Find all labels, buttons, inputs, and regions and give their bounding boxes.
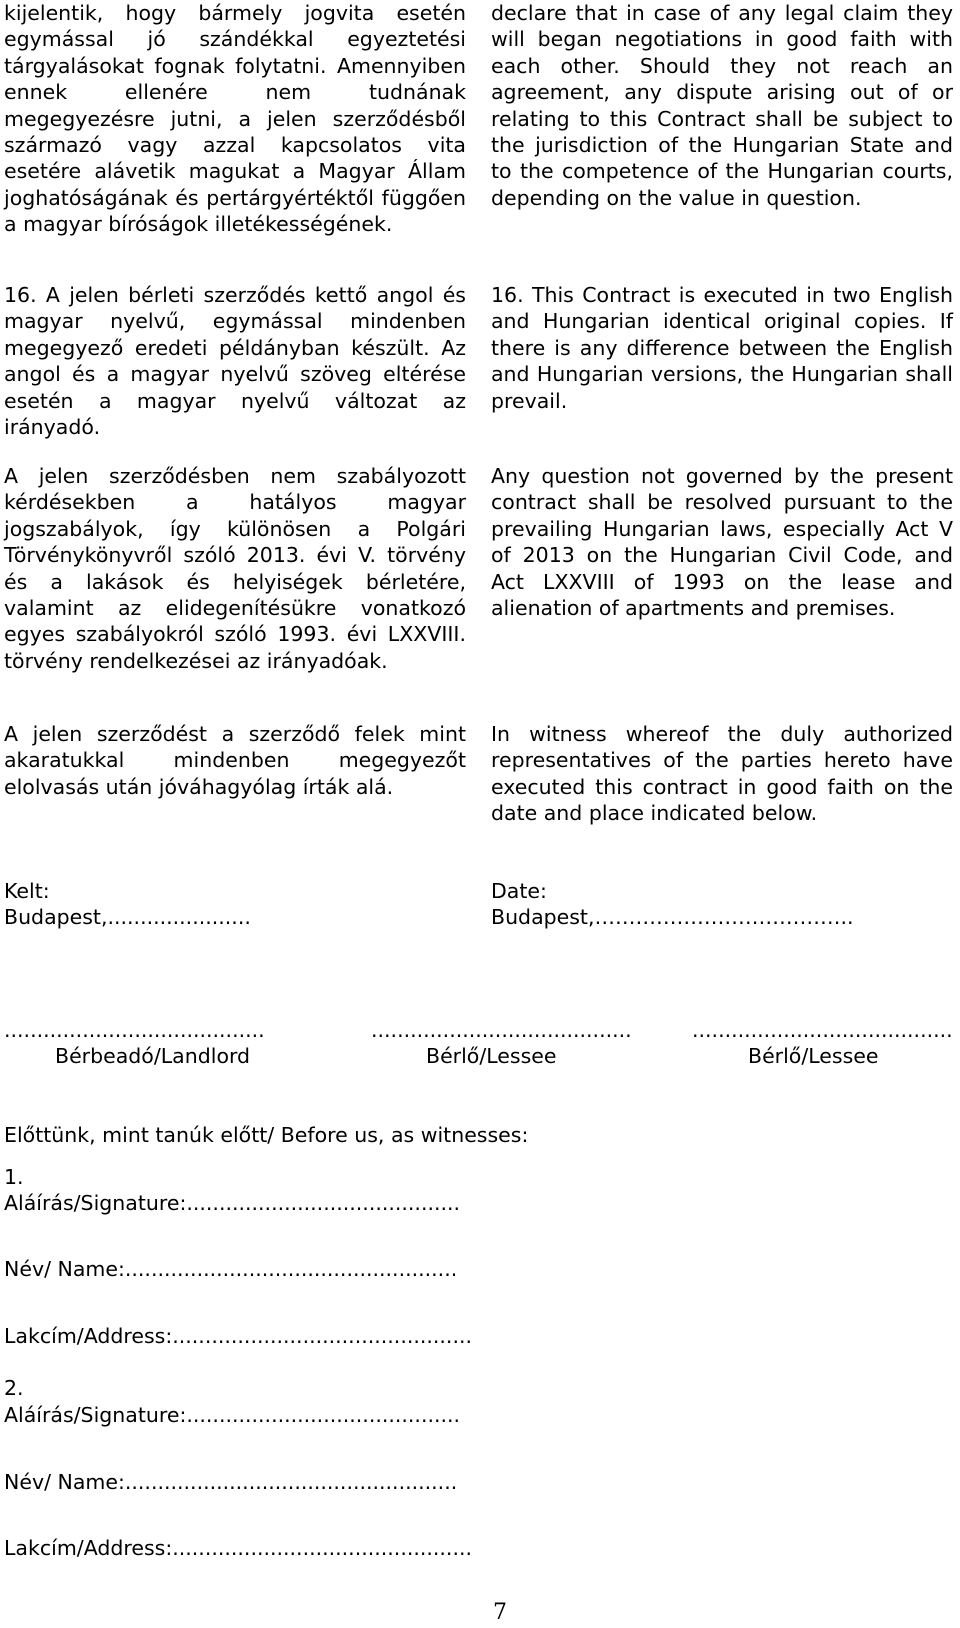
hu-governing-law-paragraph: A jelen szerződésben nem szabályozott kérdésekben a hatályos magyar jogszabályok, így különösen a Polgári Törvénykönyvről szóló 2013. évi V. törvény és a lakások és helyiségek bérletére, valamint az elidegenítésükre vonatkozó egyes szabályokról szóló 1993. évi LXXVIII. törvény rendelkezései az irányadóak. xyxy=(4,464,466,673)
en-dispute-paragraph: declare that in case of any legal claim they will began negotiations in good faith with each other. Should they not reach an agreement, any dispute arising out of or relating to this Contract shall be subject to the jurisdiction of the Hungarian State and to the competence of the Hungarian courts, depending on the value in question. xyxy=(491,1,953,210)
hu-date-place: Budapest,...................... xyxy=(4,905,251,930)
lessee1-signature-line: ........................................ xyxy=(371,1018,632,1042)
lessee2-label: Bérlő/Lessee xyxy=(748,1044,879,1068)
en-date-place: Budapest,……………………………….. xyxy=(491,905,854,930)
witness-2-signature: Aláírás/Signature:.......................................... xyxy=(4,1403,461,1427)
landlord-label: Bérbeadó/Landlord xyxy=(55,1044,251,1068)
hu-dispute-paragraph: kijelentik, hogy bármely jogvita esetén egymással jó szándékkal egyeztetési tárgyalásokat fognak folytatni. Amennyiben ennek ellenére nem tudnának megegyezésre jutni, a jelen szerződésből származó vagy azzal kapcsolatos vita esetére alávetik magukat a Magyar Állam joghatóságának és pertárgyértéktől függően a magyar bíróságok illetékességének. xyxy=(4,1,466,237)
landlord-signature-line: ........................................ xyxy=(4,1018,265,1042)
witnesses-heading: Előttünk, mint tanúk előtt/ Before us, as witnesses: xyxy=(4,1123,529,1147)
witness-1-address: Lakcím/Address:.............................................. xyxy=(4,1324,472,1348)
witness-2-name: Név/ Name:................................................... xyxy=(4,1470,458,1494)
witness-1-number: 1. xyxy=(4,1165,24,1189)
en-clause-16-paragraph: 16. This Contract is executed in two English and Hungarian identical original copies. If there is any difference between the English and Hungarian versions, the Hungarian shall prevail. xyxy=(491,283,953,413)
hu-date-block xyxy=(4,878,251,931)
hu-date-label: Kelt: xyxy=(4,879,50,903)
lessee2-signature-line: ........................................ xyxy=(692,1018,953,1042)
en-signing-paragraph: In witness whereof the duly authorized representatives of the parties hereto have executed this contract in good faith on the date and place indicated below. xyxy=(491,722,953,826)
witness-1-name: Név/ Name:................................................... xyxy=(4,1257,458,1281)
witness-2-number: 2. xyxy=(4,1376,24,1400)
en-governing-law-paragraph: Any question not governed by the present contract shall be resolved pursuant to the prevailing Hungarian laws, especially Act V of 2013 on the Hungarian Civil Code, and Act LXXVIII of 1993 on the lease and alienation of apartments and premises. xyxy=(491,464,953,621)
witness-1-signature: Aláírás/Signature:.......................................... xyxy=(4,1191,461,1215)
hu-clause-16-paragraph: 16. A jelen bérleti szerződés kettő angol és magyar nyelvű, egymással mindenben megegyező eredeti példányban készült. Az angol és a magyar nyelvű szöveg eltérése esetén a magyar nyelvű változat az irányadó. xyxy=(4,283,466,440)
en-date-label: Date: xyxy=(491,879,547,903)
en-date-block xyxy=(491,878,854,931)
witness-2-address: Lakcím/Address:.............................................. xyxy=(4,1536,472,1560)
hu-signing-paragraph: A jelen szerződést a szerződő felek mint akaratukkal mindenben megegyezőt elolvasás után jóváhagyólag írták alá. xyxy=(4,722,466,799)
lessee1-label: Bérlő/Lessee xyxy=(426,1044,557,1068)
page-number: 7 xyxy=(493,1600,507,1625)
